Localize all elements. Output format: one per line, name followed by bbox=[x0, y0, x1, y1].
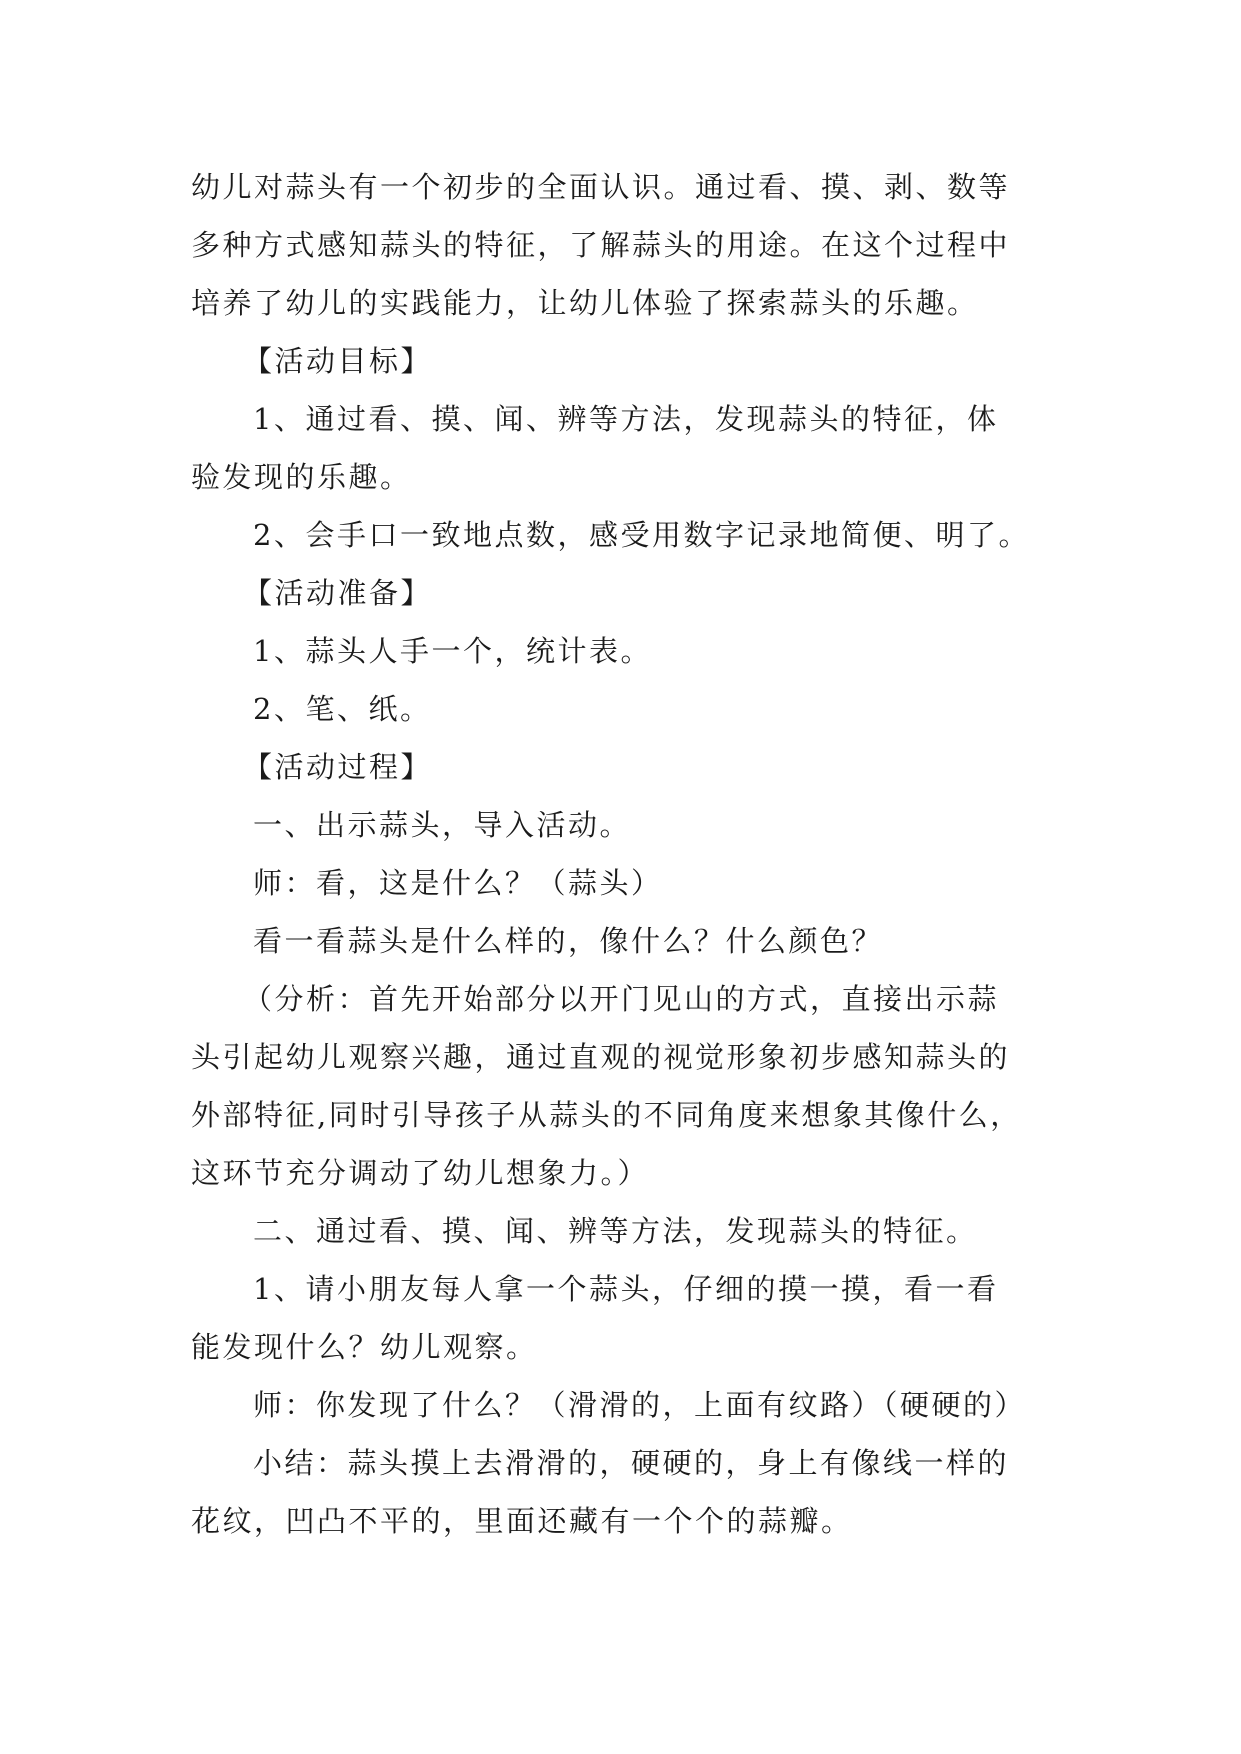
text-line: 2、笔、纸。 bbox=[253, 692, 432, 726]
text-line: 1、通过看、摸、闻、辨等方法，发现蒜头的特征，体 bbox=[253, 402, 999, 436]
text-line: 多种方式感知蒜头的特征，了解蒜头的用途。在这个过程中 bbox=[191, 228, 1011, 262]
text-line: 能发现什么？幼儿观察。 bbox=[191, 1330, 538, 1364]
text-line: 外部特征,同时引导孩子从蒜头的不同角度来想象其像什么， bbox=[191, 1098, 1022, 1132]
text-line: 培养了幼儿的实践能力，让幼儿体验了探索蒜头的乐趣。 bbox=[191, 286, 979, 320]
text-line: 验发现的乐趣。 bbox=[191, 460, 412, 494]
text-line: 师：看，这是什么？（蒜头） bbox=[253, 866, 663, 900]
text-line: 小结：蒜头摸上去滑滑的，硬硬的，身上有像线一样的 bbox=[253, 1446, 1010, 1480]
document-body bbox=[191, 158, 1071, 1550]
section-heading-goals: 【活动目标】 bbox=[243, 344, 433, 378]
text-line: 一、出示蒜头，导入活动。 bbox=[253, 808, 632, 842]
text-line: 看一看蒜头是什么样的，像什么？什么颜色？ bbox=[253, 924, 884, 958]
text-line: （分析：首先开始部分以开门见山的方式，直接出示蒜 bbox=[243, 982, 1000, 1016]
text-line: 这环节充分调动了幼儿想象力。） bbox=[191, 1156, 650, 1190]
section-heading-preparation: 【活动准备】 bbox=[243, 576, 433, 610]
text-line: 1、蒜头人手一个，统计表。 bbox=[253, 634, 652, 668]
text-line: 花纹，凹凸不平的，里面还藏有一个个的蒜瓣。 bbox=[191, 1504, 853, 1538]
text-line: 头引起幼儿观察兴趣，通过直观的视觉形象初步感知蒜头的 bbox=[191, 1040, 1011, 1074]
section-heading-process: 【活动过程】 bbox=[243, 750, 433, 784]
text-line: 幼儿对蒜头有一个初步的全面认识。通过看、摸、剥、数等 bbox=[191, 170, 1011, 204]
text-line: 师：你发现了什么？（滑滑的，上面有纹路）（硬硬的） bbox=[253, 1388, 1027, 1422]
text-line: 2、会手口一致地点数，感受用数字记录地简便、明了。 bbox=[253, 518, 1030, 552]
text-line: 1、请小朋友每人拿一个蒜头，仔细的摸一摸，看一看 bbox=[253, 1272, 999, 1306]
text-line: 二、通过看、摸、闻、辨等方法，发现蒜头的特征。 bbox=[253, 1214, 978, 1248]
